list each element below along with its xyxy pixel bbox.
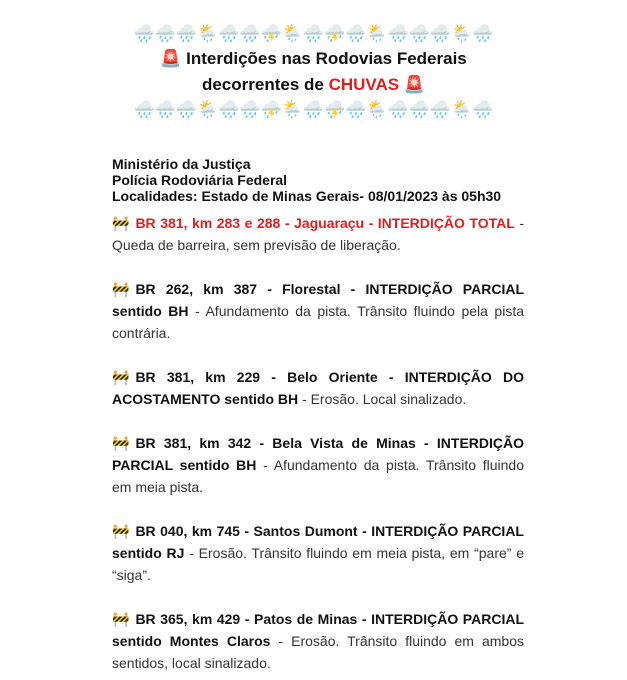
title-line-2 bbox=[0, 72, 627, 98]
alarm-icon: 🚨 bbox=[160, 49, 182, 68]
interdiction-item bbox=[112, 608, 524, 674]
item-heading: BR 381, km 342 - Bela Vista de Minas - INTERDIÇÃO PARCIAL sentido BH bbox=[112, 435, 524, 473]
item-heading: BR 262, km 387 - Florestal - INTERDIÇÃO PARCIAL sentido BH bbox=[112, 281, 524, 319]
weather-emoji-row-top: 🌧️🌧️🌧️🌦️🌧️🌧️⛈️🌦️🌧️⛈️🌧️🌦️🌧️🌧️🌧️🌦️🌧️ bbox=[133, 24, 494, 43]
interdiction-item bbox=[112, 366, 524, 410]
barrier-icon: 🚧 bbox=[112, 523, 130, 539]
item-description: - Queda de barreira, sem previsão de liberação. bbox=[112, 215, 524, 253]
interdiction-list bbox=[112, 212, 524, 674]
header bbox=[0, 0, 627, 122]
item-description: - Erosão. Trânsito fluindo em ambos sentidos, local sinalizado. bbox=[112, 633, 524, 671]
chuvas-highlight: CHUVAS bbox=[328, 75, 400, 94]
interdiction-item bbox=[112, 520, 524, 586]
barrier-icon: 🚧 bbox=[112, 611, 130, 627]
alarm-icon: 🚨 bbox=[403, 75, 426, 94]
item-heading: BR 040, km 745 - Santos Dumont - INTERDIÇÃO PARCIAL sentido RJ bbox=[112, 523, 524, 561]
police-name: Polícia Rodoviária Federal bbox=[112, 172, 288, 188]
item-description: - Erosão. Trânsito fluindo em meia pista, em “pare” e “siga”. bbox=[112, 545, 524, 583]
barrier-icon: 🚧 bbox=[112, 215, 130, 231]
item-heading: BR 381, km 229 - Belo Oriente - INTERDIÇÃO DO ACOSTAMENTO sentido BH bbox=[112, 369, 524, 407]
title-text-2: decorrentes de bbox=[201, 75, 329, 94]
interdiction-item bbox=[112, 432, 524, 498]
barrier-icon: 🚧 bbox=[112, 369, 130, 385]
title-line-1 bbox=[0, 46, 627, 72]
weather-emoji-row-bottom: 🌧️🌧️🌧️🌦️🌧️🌧️⛈️🌦️🌧️⛈️🌧️🌦️🌧️🌧️🌧️🌦️🌧️ bbox=[133, 100, 494, 119]
item-description: - Afundamento da pista. Trânsito fluindo pela pista contrária. bbox=[112, 303, 525, 341]
title-text-1: Interdições nas Rodovias Federais bbox=[186, 49, 467, 68]
interdiction-item bbox=[112, 278, 524, 344]
item-description: - Erosão. Local sinalizado. bbox=[298, 391, 467, 407]
item-heading: BR 381, km 283 e 288 - Jaguaraçu - INTERDIÇÃO TOTAL bbox=[135, 215, 515, 231]
barrier-icon: 🚧 bbox=[112, 435, 130, 451]
barrier-icon: 🚧 bbox=[112, 281, 130, 297]
source-block bbox=[112, 156, 501, 204]
interdiction-item bbox=[112, 212, 524, 256]
ministry-name: Ministério da Justiça bbox=[112, 156, 251, 172]
item-description: - Afundamento da pista. Trânsito fluindo em meia pista. bbox=[112, 457, 524, 495]
item-heading: BR 365, km 429 - Patos de Minas - INTERDIÇÃO PARCIAL sentido Montes Claros bbox=[112, 611, 524, 649]
locality-date: Localidades: Estado de Minas Gerais- 08/01/2023 às 05h30 bbox=[112, 188, 502, 204]
